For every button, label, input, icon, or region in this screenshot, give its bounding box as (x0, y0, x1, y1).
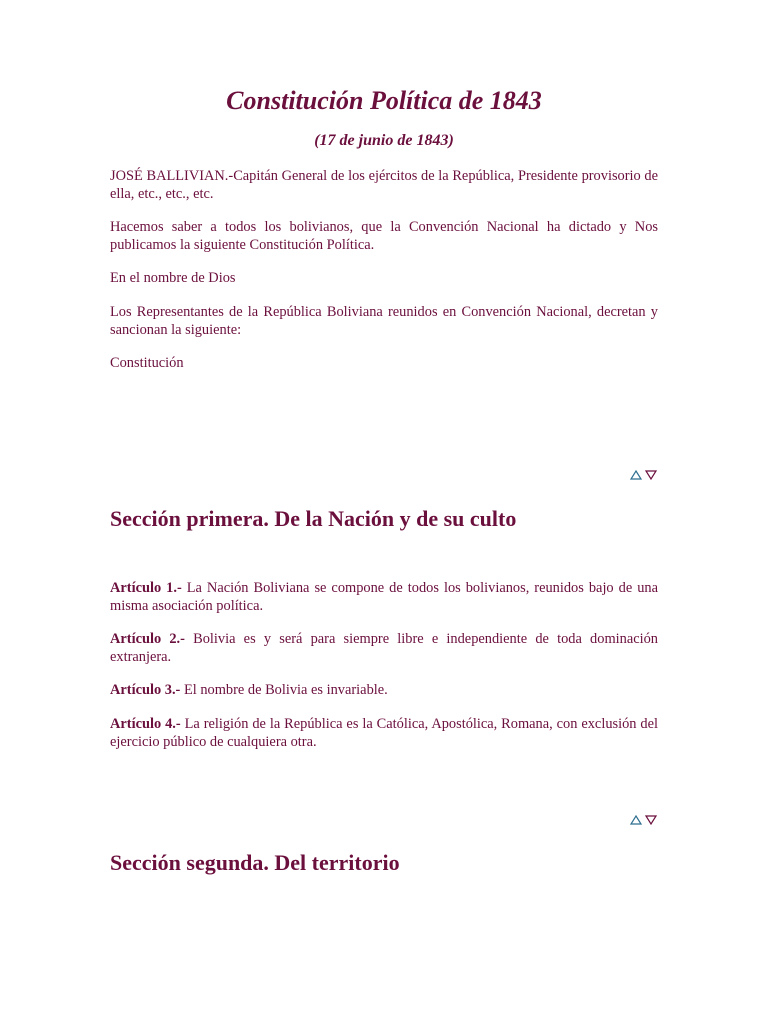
section-title-primera: Sección primera. De la Nación y de su culto (110, 506, 517, 531)
section-nav-arrows (630, 814, 658, 826)
article-4-text: La religión de la República es la Católica, Apostólica, Romana, con exclusión del ejercicio público de cualquiera otra. (110, 716, 659, 750)
section-title-segunda: Sección segunda. Del territorio (110, 850, 400, 875)
document-date: (17 de junio de 1843) (314, 132, 454, 149)
article-2-label: Artículo 2.- (110, 631, 185, 647)
article-1-text: La Nación Boliviana se compone de todos los bolivianos, reunidos bajo de una misma asociación política. (110, 580, 658, 614)
article-1 (110, 580, 658, 615)
intro-paragraph-representatives: Los Representantes de la República Boliviana reunidos en Convención Nacional, decretan y sancionan la siguiente: (110, 304, 658, 338)
article-3-label: Artículo 3.- (110, 682, 181, 698)
article-2-text: Bolivia es y será para siempre libre e independiente de toda dominación extranjera. (110, 631, 659, 665)
triangle-down-icon[interactable] (645, 470, 657, 480)
intro-paragraph-proclamation: JOSÉ BALLIVIAN.-Capitán General de los ejércitos de la República, Presidente provisorio de ella, etc., etc., etc. (110, 168, 658, 202)
article-1-label: Artículo 1.- (110, 580, 182, 596)
article-3-text: El nombre de Bolivia es invariable. (180, 682, 388, 698)
article-3 (110, 682, 658, 700)
article-2 (110, 631, 658, 666)
triangle-up-icon[interactable] (630, 470, 642, 480)
article-4 (110, 716, 658, 751)
triangle-up-icon[interactable] (630, 815, 642, 825)
intro-paragraph-invocation: En el nombre de Dios (110, 270, 236, 286)
intro-paragraph-constitution: Constitución (110, 355, 184, 371)
triangle-down-icon[interactable] (645, 815, 657, 825)
article-4-label: Artículo 4.- (110, 716, 181, 732)
document-title: Constitución Política de 1843 (226, 86, 542, 115)
intro-paragraph-announcement: Hacemos saber a todos los bolivianos, que la Convención Nacional ha dictado y Nos publicamos la siguiente Constitución Política. (110, 219, 658, 253)
section-nav-arrows (630, 469, 658, 481)
